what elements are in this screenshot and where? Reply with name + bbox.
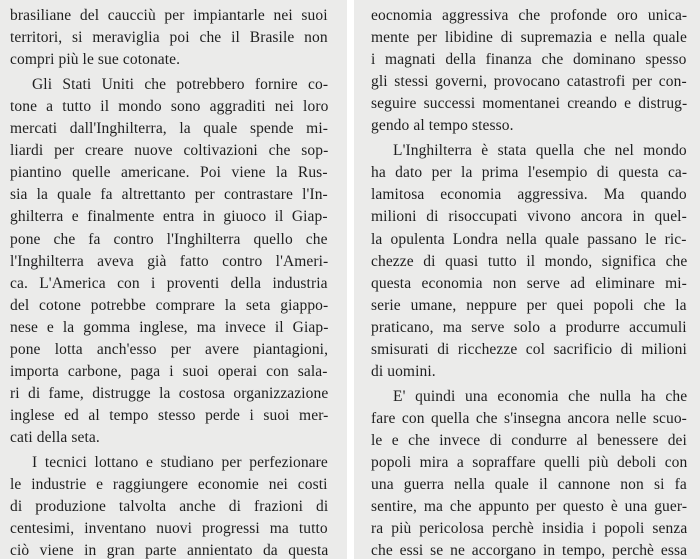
text-line: eocnomia aggressiva che profonde oro unica- [371, 7, 688, 24]
text-line: che essi se ne accorgano in tempo, perchè essa [371, 542, 688, 559]
text-line: chezze di quasi tutto il mondo, significa che [371, 252, 688, 270]
text-line: ha dato per la prima l'esempio di questa ca- [371, 164, 688, 182]
text-line: la opulenta Londra nella quale passano le ric- [371, 230, 687, 248]
text-line: ca. L'America con i proventi della industria [10, 274, 328, 292]
right-page [354, 0, 700, 559]
text-line: seguire successi momentanei creando e distrug- [371, 95, 688, 113]
text-line: sentire, ma che appunto per questo è una guer- [371, 498, 688, 516]
text-line: territori, si meraviglia poi che il Brasile non [10, 29, 328, 47]
text-line: importa carbone, paga i suoi operai con sala- [10, 362, 328, 380]
text-line: gli stessi governi, provocano catastrofi per con- [371, 73, 687, 91]
text-line: ciò viene in gran parte annientato da questa [10, 542, 329, 559]
text-line: liardi per creare nuove coltivazioni che sop- [10, 142, 329, 160]
text-line: cati della seta. [10, 428, 100, 446]
text-line: popoli mira a sopraffare quelli più deboli con [371, 454, 688, 471]
text-line: L'Inghilterra è stata quella che nel mondo [393, 142, 687, 160]
text-line: sia la quale fa altrettanto per contrastare l'In- [10, 186, 328, 204]
text-line: una guerra nella quale il cannone non si fa [371, 476, 687, 494]
text-line: brasiliane del caucciù per impiantarle nei suoi [10, 7, 328, 24]
text-line: inglese ed al tempo stesso perde i suoi mer- [10, 406, 329, 424]
text-line: piantino quelle americane. Poi viene la Rus- [10, 164, 328, 182]
text-line: I tecnici lottano e studiano per perfezionare [32, 454, 328, 471]
text-line: le industrie e raggiungere economie nei costi [10, 476, 328, 494]
text-line: smisurati di ricchezze col sacrificio di milioni [371, 340, 687, 358]
text-line: ri di fame, distrugge la costosa organizzazione [10, 384, 329, 402]
text-line: mercati dall'Inghilterra, la quale spende mi- [10, 120, 328, 138]
text-line: nese e la gomma inglese, ma invece il Giap- [10, 318, 329, 336]
text-line: serie umane, neppure per quei popoli che la [371, 296, 687, 314]
text-line: gendo al tempo stesso. [371, 117, 514, 135]
text-line: del cotone potrebbe comprare la seta giappo- [10, 296, 329, 314]
text-line: Gli Stati Uniti che potrebbero fornire co- [32, 76, 329, 94]
left-page [0, 0, 347, 559]
text-line: centesimi, inventano nuovi progressi ma tutto [10, 520, 328, 538]
text-line: praticano, ma serve solo a produrre accumuli [371, 318, 687, 336]
text-line: l'Inghilterra aveva già fatto contro l'Ameri- [10, 252, 329, 270]
text-line: compri più le sue cotonate. [10, 51, 181, 69]
text-line: di uomini. [371, 362, 436, 380]
text-line: lamitosa economia aggressiva. Ma quando [371, 186, 687, 204]
text-line: le e che invece di condurre al benessere dei [371, 431, 687, 449]
text-line: mente per libidine di supremazia e nella quale [371, 29, 687, 47]
text-line: ghilterra e finalmente entra in giuoco il Giap- [10, 208, 328, 226]
text-line: di produzione talvolta anche di frazioni di [10, 498, 329, 516]
text-line: ra più pericolosa perchè insidia i popoli senza [371, 520, 688, 538]
text-line: tone a tutto il mondo sono aggraditi nei loro [10, 98, 329, 116]
text-line: pone lotta anch'esso per avere piantagioni, [10, 340, 329, 358]
text-line: questa economia non serve ad eliminare mi- [371, 274, 687, 292]
text-line: fare con quella che s'insegna ancora nelle scuo- [371, 409, 687, 427]
text-line: i magnati della finanza che dominano spesso [371, 51, 687, 69]
text-line: pone che fa contro l'Inghilterra quello che [10, 230, 328, 248]
text-line: E' quindi una economia che nulla ha che [393, 387, 688, 405]
text-line: milioni di risoccupati vivono ancora in quel- [371, 208, 687, 226]
